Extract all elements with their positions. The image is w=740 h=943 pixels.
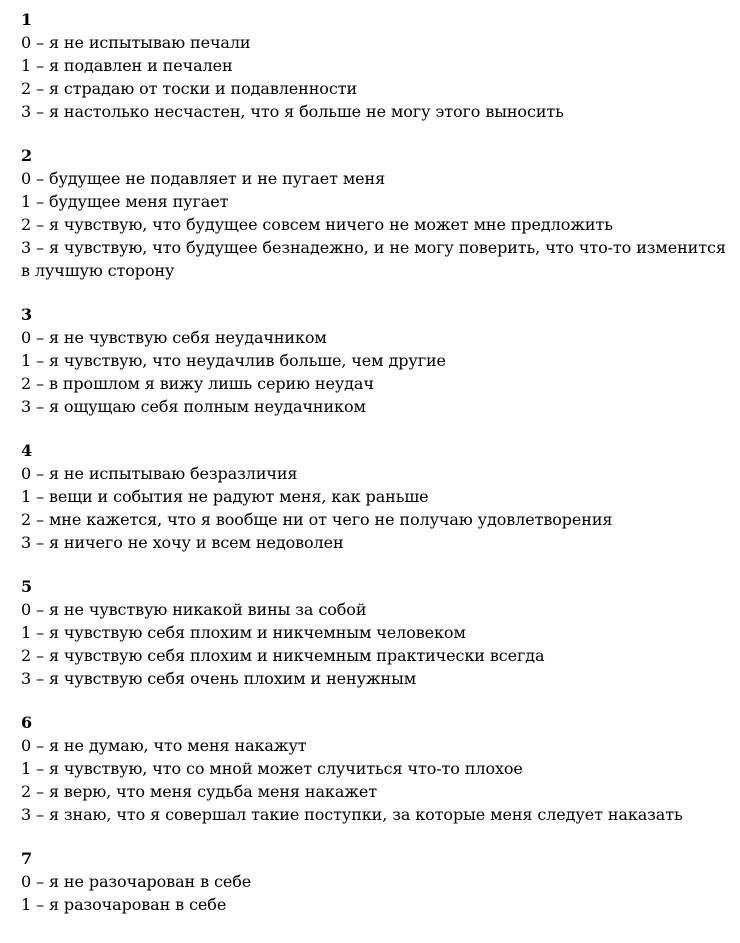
answer-option: 3 – я чувствую себя очень плохим и ненужным xyxy=(21,669,417,688)
answer-option: 0 – будущее не подавляет и не пугает меня xyxy=(21,169,386,188)
question-item-2 xyxy=(21,144,736,282)
question-item-6 xyxy=(21,711,736,826)
answer-option: 2 – мне кажется, что я вообще ни от чего не получаю удовлетворения xyxy=(21,510,613,529)
question-item-1 xyxy=(21,8,736,123)
answer-option: 3 – я ничего не хочу и всем недоволен xyxy=(21,533,344,552)
questionnaire-document xyxy=(21,8,736,916)
answer-option: 3 – я чувствую, что будущее безнадежно, и не могу поверить, что что-то изменится в лучшую сторону xyxy=(21,238,726,280)
answer-option: 0 – я не думаю, что меня накажут xyxy=(21,736,307,755)
answer-option: 1 – вещи и события не радуют меня, как раньше xyxy=(21,487,429,506)
answer-option: 0 – я не разочарован в себе xyxy=(21,872,252,891)
question-item-3 xyxy=(21,303,736,418)
answer-option: 2 – я чувствую себя плохим и никчемным практически всегда xyxy=(21,646,545,665)
answer-option: 1 – я подавлен и печален xyxy=(21,56,233,75)
question-number: 3 xyxy=(21,305,33,324)
answer-option: 1 – я чувствую, что неудачлив больше, чем другие xyxy=(21,351,446,370)
answer-option: 3 – я ощущаю себя полным неудачником xyxy=(21,397,366,416)
question-item-4 xyxy=(21,439,736,554)
answer-option: 1 – я чувствую себя плохим и никчемным человеком xyxy=(21,623,466,642)
answer-option: 3 – я настолько несчастен, что я больше не могу этого выносить xyxy=(21,102,564,121)
question-item-5 xyxy=(21,575,736,690)
answer-option: 2 – в прошлом я вижу лишь серию неудач xyxy=(21,374,374,393)
question-number: 5 xyxy=(21,577,33,596)
answer-option: 1 – я чувствую, что со мной может случиться что-то плохое xyxy=(21,759,523,778)
question-item-7 xyxy=(21,847,736,916)
answer-option: 0 – я не чувствую никакой вины за собой xyxy=(21,600,367,619)
answer-option: 0 – я не испытываю безразличия xyxy=(21,464,298,483)
question-number: 2 xyxy=(21,146,33,165)
answer-option: 0 – я не чувствую себя неудачником xyxy=(21,328,327,347)
question-number: 4 xyxy=(21,441,33,460)
answer-option: 1 – я разочарован в себе xyxy=(21,895,227,914)
answer-option: 0 – я не испытываю печали xyxy=(21,33,251,52)
answer-option: 2 – я чувствую, что будущее совсем ничего не может мне предложить xyxy=(21,215,613,234)
question-number: 1 xyxy=(21,10,33,29)
question-number: 7 xyxy=(21,849,33,868)
answer-option: 1 – будущее меня пугает xyxy=(21,192,229,211)
question-number: 6 xyxy=(21,713,33,732)
answer-option: 3 – я знаю, что я совершал такие поступки, за которые меня следует наказать xyxy=(21,805,683,824)
answer-option: 2 – я страдаю от тоски и подавленности xyxy=(21,79,358,98)
answer-option: 2 – я верю, что меня судьба меня накажет xyxy=(21,782,377,801)
